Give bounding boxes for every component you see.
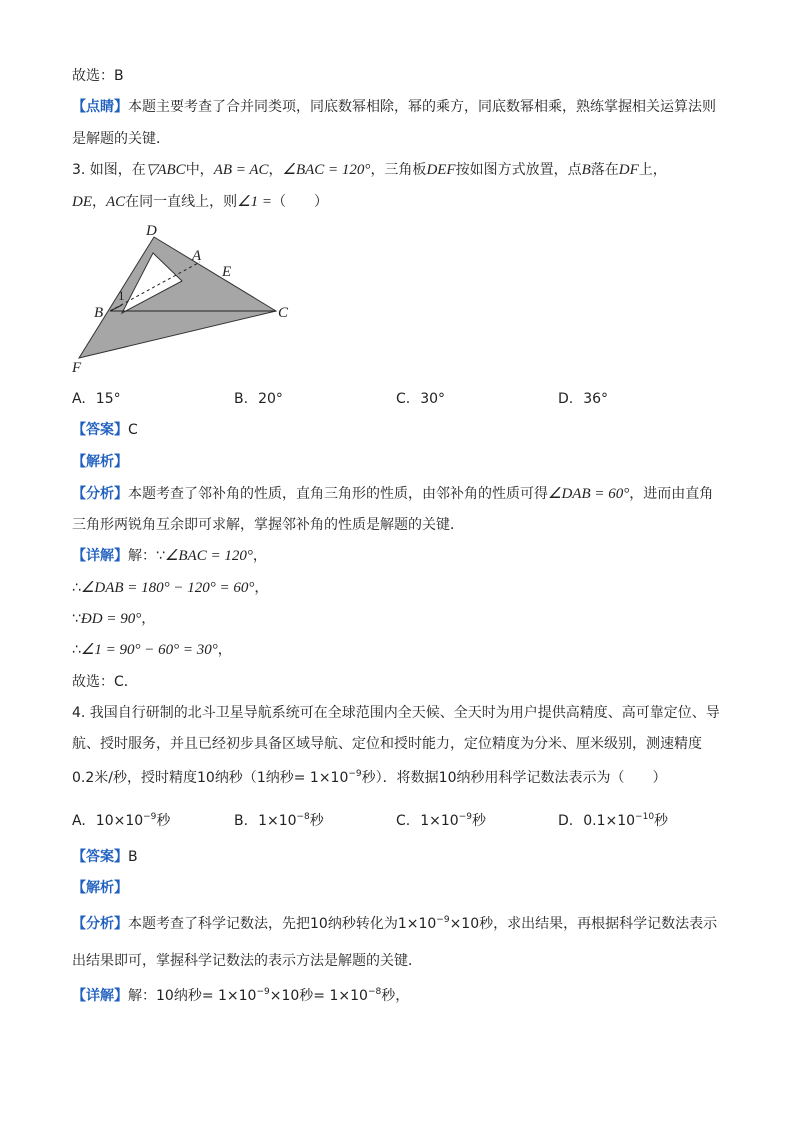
math-span: ∠DAB = 60° <box>548 486 630 502</box>
text-span: 秒）．将数据 <box>361 770 439 786</box>
text-span: 3. 如图，在 <box>72 162 146 178</box>
math-span: DE <box>72 194 92 210</box>
option-base: 1×10 <box>420 813 459 829</box>
text-span: 10 <box>310 916 328 932</box>
q3-option-b <box>234 389 283 409</box>
text-span: ， <box>92 194 106 210</box>
q4-fenxi-line1 <box>72 914 717 934</box>
q3-stem-line2 <box>72 192 328 212</box>
text-line: 是解题的关键． <box>72 131 170 147</box>
option-exponent: −9 <box>143 812 157 822</box>
q3-xiangjie-line4 <box>72 640 232 660</box>
text-span: ， <box>268 162 283 178</box>
answer-tag: 【答案】 <box>72 422 128 438</box>
q3-option-d <box>558 389 608 409</box>
superscript: −9 <box>436 915 450 925</box>
text-span: 本题主要考查了合并同类项，同底数幂相除，幂的乘方，同底数幂相乘，熟练掌握相关运算法则 <box>128 99 716 115</box>
text-span: 纳秒 <box>173 988 202 1004</box>
q4-stem-line3 <box>72 768 666 788</box>
option-label: B. <box>234 391 249 407</box>
math-span: ▽ABC <box>145 162 186 178</box>
q4-option-a <box>72 811 170 831</box>
q3-stem-line1 <box>72 160 667 180</box>
superscript: −9 <box>348 769 362 779</box>
label-e: E <box>222 264 232 280</box>
text-span: ∴ <box>72 580 81 596</box>
text-span: = 1×10 <box>293 770 349 786</box>
fenxi-tag: 【分析】 <box>72 916 128 932</box>
q4-option-b <box>234 811 324 831</box>
label-b: B <box>94 305 104 321</box>
text-span: 米/秒，授时精度 <box>94 770 197 786</box>
q3-jiexi <box>72 452 128 472</box>
option-value: 36° <box>583 391 609 407</box>
option-unit: 秒 <box>309 813 324 829</box>
text-span: = 1×10 <box>201 988 257 1004</box>
math-span: ∠BAC = 120° <box>164 548 253 564</box>
option-label: D. <box>558 813 574 829</box>
xiangjie-tag: 【详解】 <box>72 988 128 1004</box>
text-line <box>72 97 716 117</box>
option-label: B. <box>234 813 249 829</box>
dianjing-tag: 【点睛】 <box>72 99 128 115</box>
q4-xiangjie <box>72 986 409 1006</box>
label-d: D <box>146 223 157 239</box>
text-span: ∵ <box>72 611 81 627</box>
text-span: 解： <box>128 988 156 1004</box>
q3-fenxi-line1 <box>72 484 713 504</box>
q3-fenxi-line2: 三角形两锐角互余即可求解，掌握邻补角的性质是解题的关键． <box>72 517 464 533</box>
text-span: 按如图方式放置，点 <box>455 162 582 178</box>
q4-answer <box>72 847 138 867</box>
q3-option-c <box>396 389 445 409</box>
label-f: F <box>72 360 82 376</box>
q4-fenxi-line2: 出结果即可，掌握科学记数法的表示方法是解题的关键． <box>72 953 422 969</box>
fenxi-tag: 【分析】 <box>72 486 128 502</box>
option-label: C. <box>396 813 411 829</box>
text-span: 本题考查了科学记数法，先把 <box>128 916 310 932</box>
math-span: ÐD = 90° <box>80 611 142 627</box>
text-span: 本题考查了邻补角的性质，直角三角形的性质，由邻补角的性质可得 <box>128 486 548 502</box>
superscript: −8 <box>367 987 382 997</box>
text-span: 秒， <box>381 988 410 1004</box>
text-span: 中， <box>185 162 214 178</box>
text-span: ， <box>254 580 269 596</box>
text-span: 10 <box>196 770 215 786</box>
option-unit: 秒 <box>654 813 669 829</box>
answer-value: C <box>128 422 138 438</box>
option-base: 10×10 <box>95 813 144 829</box>
option-label: A. <box>72 391 86 407</box>
q3-xiangjie-line2 <box>72 578 268 598</box>
option-exponent: −10 <box>635 812 655 822</box>
text-span: 落在 <box>590 162 619 178</box>
text-span: 0.2 <box>72 770 95 786</box>
math-span: ∠DAB = 180° − 120° = 60° <box>80 580 255 596</box>
label-c: C <box>278 305 289 321</box>
text-span: ，三角板 <box>370 162 427 178</box>
answer-value: B <box>128 849 138 865</box>
option-label: A. <box>72 813 86 829</box>
text-span: 纳秒转化为 <box>327 916 398 932</box>
q4-option-c <box>396 811 486 831</box>
text-span: ， <box>252 548 267 564</box>
math-span: ∠1 = <box>237 194 272 210</box>
label-a: A <box>192 248 202 264</box>
text-span: 纳秒用科学记数法表示为（ ） <box>456 770 667 786</box>
option-exponent: −9 <box>458 812 472 822</box>
q3-xiangjie-line1 <box>72 546 267 566</box>
jiexi-tag: 【解析】 <box>72 454 128 470</box>
math-span: ∠BAC = 120° <box>282 162 371 178</box>
q4-option-d <box>558 811 668 831</box>
math-span: DF <box>618 162 639 178</box>
text-span: 1×10 <box>397 916 437 932</box>
label-angle-1: 1 <box>118 288 125 303</box>
option-unit: 秒 <box>471 813 486 829</box>
text-span: 秒，求出结果，再根据科学记数法表示 <box>479 916 718 932</box>
q3-final: 故选：C． <box>72 674 138 690</box>
text-span: 上， <box>638 162 667 178</box>
q3-option-a <box>72 389 121 409</box>
text-span: ×10 <box>269 988 300 1004</box>
text-span: ， <box>141 611 156 627</box>
math-span: ∠1 = 90° − 60° = 30° <box>80 642 218 658</box>
option-unit: 秒 <box>156 813 171 829</box>
text-span: 10 <box>438 770 457 786</box>
text-span: 10 <box>156 988 174 1004</box>
text-span: ∴ <box>72 642 81 658</box>
option-exponent: −8 <box>296 812 310 822</box>
option-base: 1×10 <box>258 813 297 829</box>
jiexi-tag: 【解析】 <box>72 880 128 896</box>
text-span: ， <box>217 642 232 658</box>
text-span: 秒 <box>299 988 314 1004</box>
text-span: 纳秒 <box>265 770 294 786</box>
text-span: 纳秒（ <box>214 770 257 786</box>
option-label: D. <box>558 391 574 407</box>
option-value: 15° <box>95 391 121 407</box>
q3-xiangjie-line3 <box>72 609 155 629</box>
q3-answer <box>72 420 138 440</box>
xiangjie-tag: 【详解】 <box>72 548 128 564</box>
text-span: 解：∵ <box>128 548 165 564</box>
text-span: ×10 <box>449 916 480 932</box>
triangle-ruler-def <box>79 237 276 358</box>
math-span: AC <box>106 194 126 210</box>
math-span: DEF <box>426 162 456 178</box>
text-span: （ ） <box>272 194 328 210</box>
text-line: 故选：B <box>72 68 124 84</box>
text-span: ，进而由直角 <box>629 486 714 502</box>
text-span: 在同一直线上，则 <box>125 194 238 210</box>
option-label: C. <box>396 391 411 407</box>
option-base: 0.1×10 <box>583 813 636 829</box>
superscript: −9 <box>256 987 270 997</box>
q4-stem-line1: 4. 我国自行研制的北斗卫星导航系统可在全球范围内全天候、全天时为用户提供高精度、高可靠定位、导 <box>72 705 720 721</box>
math-span: B <box>581 162 591 178</box>
answer-tag: 【答案】 <box>72 849 128 865</box>
q4-stem-line2: 航、授时服务，并且已经初步具备区域导航、定位和授时能力，定位精度为分米、厘米级别，测速精度 <box>72 736 702 752</box>
geometry-figure <box>66 220 306 380</box>
option-value: 20° <box>258 391 283 407</box>
text-span: = 1×10 <box>313 988 368 1004</box>
text-span: 1 <box>256 770 266 786</box>
option-value: 30° <box>420 391 446 407</box>
q4-jiexi <box>72 878 128 898</box>
math-span: AB = AC <box>213 162 269 178</box>
